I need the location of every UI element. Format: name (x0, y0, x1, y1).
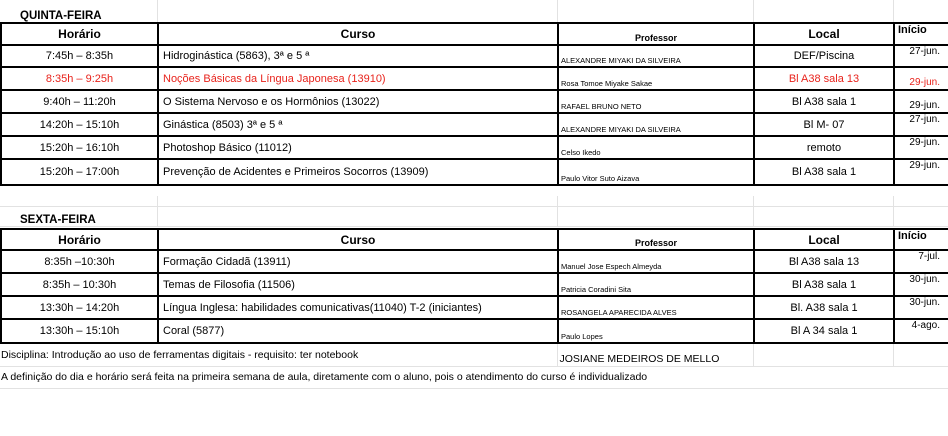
table-row (1, 296, 948, 319)
horario-cell: 15:20h – 16:10h (1, 136, 158, 159)
table-header-row (1, 23, 948, 45)
inicio-cell: 7-jul. (894, 250, 948, 273)
local-cell: remoto (754, 136, 894, 159)
curso-cell: Prevenção de Acidentes e Primeiros Socorros (13909) (158, 159, 558, 185)
local-cell: Bl A38 sala 1 (754, 90, 894, 113)
horario-cell: 13:30h – 15:10h (1, 319, 158, 343)
table-row (1, 113, 948, 136)
table-row-highlighted (1, 67, 948, 90)
header-curso: Curso (158, 23, 558, 45)
table-row (1, 273, 948, 296)
header-horario: Horário (1, 229, 158, 250)
professor-cell: Celso Ikedo (558, 136, 754, 159)
professor-cell: Rosa Tomoe Miyake Sakae (558, 67, 754, 90)
notes-table (0, 344, 948, 389)
header-inicio: Início (894, 23, 948, 45)
curso-cell: Coral (5877) (158, 319, 558, 343)
horario-cell: 14:20h – 15:10h (1, 113, 158, 136)
professor-cell: Patricia Coradini Sita (558, 273, 754, 296)
local-cell: Bl A 34 sala 1 (754, 319, 894, 343)
inicio-cell: 4-ago. (894, 319, 948, 343)
local-cell: Bl A38 sala 1 (754, 159, 894, 185)
thursday-schedule-table (0, 22, 948, 186)
horario-cell: 8:35h – 10:30h (1, 273, 158, 296)
header-inicio: Início (894, 229, 948, 250)
curso-cell: O Sistema Nervoso e os Hormônios (13022) (158, 90, 558, 113)
professor-cell: ROSANGELA APARECIDA ALVES (558, 296, 754, 319)
thursday-section-title: QUINTA-FEIRA (0, 0, 157, 22)
header-horario: Horário (1, 23, 158, 45)
horario-cell: 8:35h – 9:25h (1, 67, 158, 90)
inicio-cell: 29-jun. (894, 67, 948, 90)
local-cell: Bl A38 sala 13 (754, 250, 894, 273)
header-local: Local (754, 229, 894, 250)
table-row (1, 45, 948, 67)
horario-cell: 9:40h – 11:20h (1, 90, 158, 113)
inicio-cell: 29-jun. (894, 136, 948, 159)
curso-cell: Hidroginástica (5863), 3ª e 5 ª (158, 45, 558, 67)
local-cell: Bl A38 sala 13 (754, 67, 894, 90)
thursday-section-title-table (0, 0, 948, 23)
table-row (1, 90, 948, 113)
curso-cell: Ginástica (8503) 3ª e 5 ª (158, 113, 558, 136)
horario-cell: 8:35h –10:30h (1, 250, 158, 273)
discipline-note: Disciplina: Introdução ao uso de ferramentas digitais - requisito: ter notebook (0, 344, 557, 366)
schedule-note: A definição do dia e horário será feita na primeira semana de aula, diretamente com o aluno, pois o atendimento do curso é individualizado (0, 366, 948, 388)
inicio-cell: 27-jun. (894, 113, 948, 136)
local-cell: Bl M- 07 (754, 113, 894, 136)
discipline-professor: JOSIANE MEDEIROS DE MELLO (557, 344, 753, 366)
professor-cell: ALEXANDRE MIYAKI DA SILVEIRA (558, 113, 754, 136)
inicio-cell: 29-jun. (894, 159, 948, 185)
horario-cell: 15:20h – 17:00h (1, 159, 158, 185)
header-local: Local (754, 23, 894, 45)
professor-cell: Manuel Jose Espech Almeyda (558, 250, 754, 273)
curso-cell: Noções Básicas da Língua Japonesa (13910) (158, 67, 558, 90)
header-professor: Professor (558, 229, 754, 250)
inicio-cell: 30-jun. (894, 296, 948, 319)
table-row (1, 136, 948, 159)
curso-cell: Temas de Filosofia (11506) (158, 273, 558, 296)
friday-section-title-table (0, 196, 948, 227)
local-cell: DEF/Piscina (754, 45, 894, 67)
inicio-cell: 29-jun. (894, 90, 948, 113)
curso-cell: Photoshop Básico (11012) (158, 136, 558, 159)
horario-cell: 7:45h – 8:35h (1, 45, 158, 67)
local-cell: Bl A38 sala 1 (754, 273, 894, 296)
professor-cell: RAFAEL BRUNO NETO (558, 90, 754, 113)
header-curso: Curso (158, 229, 558, 250)
inicio-cell: 27-jun. (894, 45, 948, 67)
header-professor: Professor (558, 23, 754, 45)
friday-schedule-table (0, 228, 948, 344)
curso-cell: Formação Cidadã (13911) (158, 250, 558, 273)
professor-cell: ALEXANDRE MIYAKI DA SILVEIRA (558, 45, 754, 67)
table-row (1, 319, 948, 343)
horario-cell: 13:30h – 14:20h (1, 296, 158, 319)
table-row (1, 250, 948, 273)
professor-cell: Paulo Vitor Suto Aizava (558, 159, 754, 185)
inicio-cell: 30-jun. (894, 273, 948, 296)
local-cell: Bl. A38 sala 1 (754, 296, 894, 319)
table-row (1, 159, 948, 185)
friday-section-title: SEXTA-FEIRA (0, 206, 157, 226)
curso-cell: Língua Inglesa: habilidades comunicativas(11040) T-2 (iniciantes) (158, 296, 558, 319)
professor-cell: Paulo Lopes (558, 319, 754, 343)
table-header-row (1, 229, 948, 250)
